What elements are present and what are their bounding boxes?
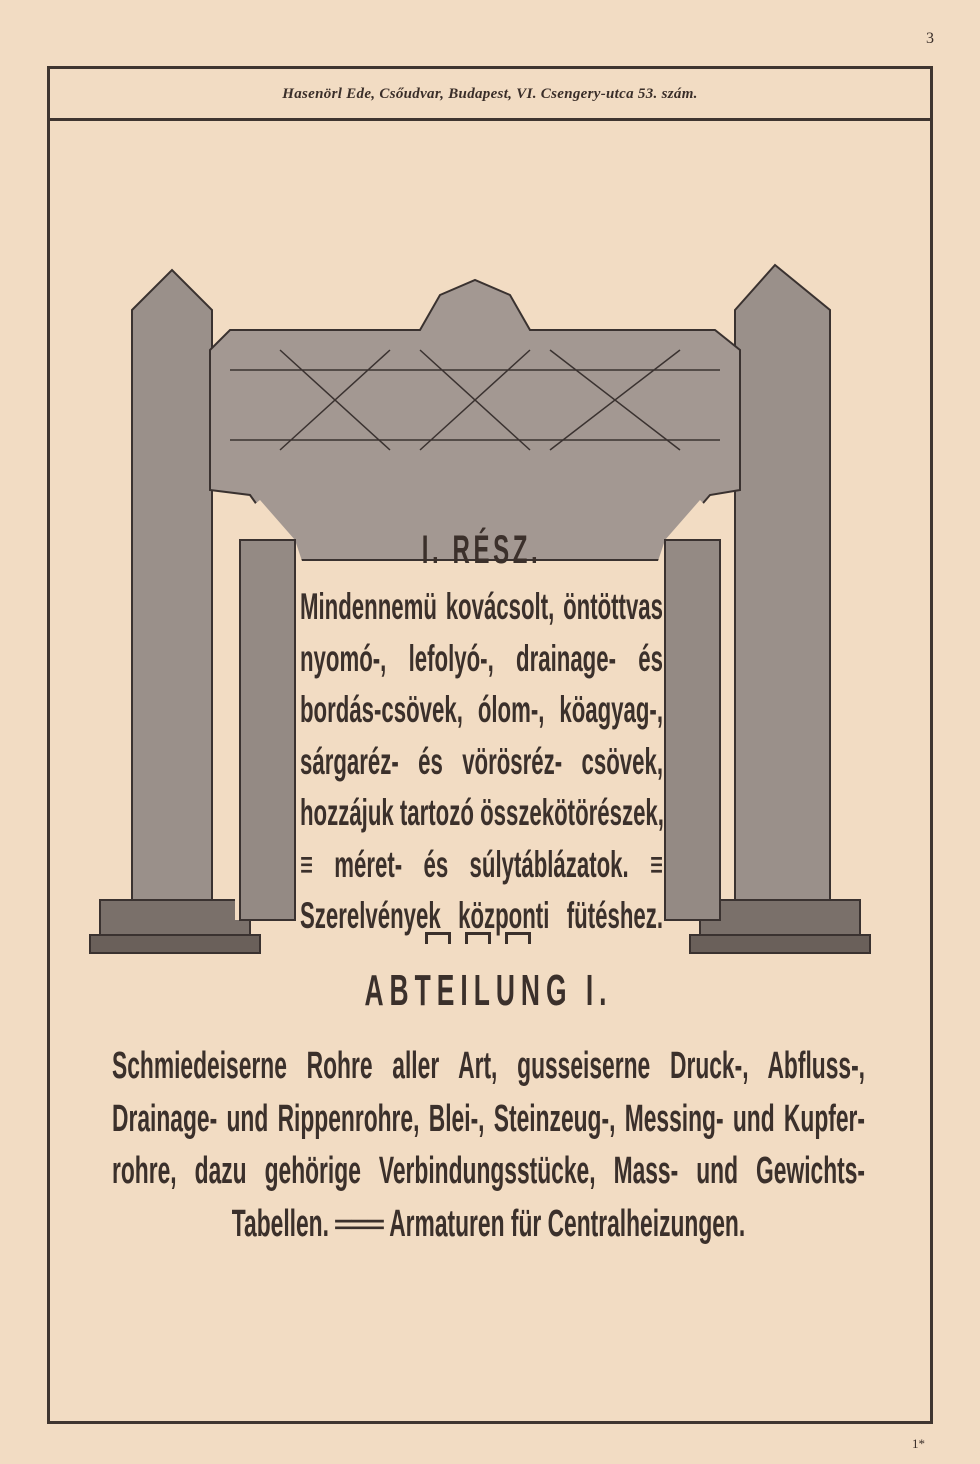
arch-beam xyxy=(210,280,740,560)
page-number-top: 3 xyxy=(926,30,934,47)
left-pillar-plinth xyxy=(90,935,260,953)
right-inner-column xyxy=(665,540,720,920)
german-title-wrap xyxy=(112,966,865,1016)
header-rule xyxy=(47,118,933,121)
de-line: Schmiedeiserne Rohre aller Art, gusseiserne Druck-, Abfluss-, xyxy=(112,1045,865,1087)
section-title-hu: I. RÉSZ. xyxy=(421,528,542,572)
left-pillar xyxy=(132,270,212,920)
right-pillar-plinth xyxy=(690,935,870,953)
meander-ornament xyxy=(505,932,531,944)
hu-line: ≡ méret- és súlytáblázatok. ≡ xyxy=(300,843,663,885)
hu-line: hozzájuk tartozó összekötörészek, xyxy=(300,792,664,833)
de-line: Tabellen. ═══ Armaturen für Centralheizungen. xyxy=(231,1202,746,1245)
german-section xyxy=(112,1040,865,1250)
ornament-divider xyxy=(425,932,531,944)
hungarian-section xyxy=(300,525,663,942)
hu-line: nyomó-, lefolyó-, drainage- és xyxy=(300,637,663,679)
show-through-text xyxy=(300,140,307,171)
de-line: Drainage- und Rippenrohre, Blei-, Steinzeug-, Messing- und Kupfer- xyxy=(112,1097,865,1140)
left-inner-column xyxy=(240,540,295,920)
de-line: rohre, dazu gehörige Verbindungsstücke, Mass- und Gewichts- xyxy=(112,1150,865,1192)
hu-line: sárgaréz- és vörösréz- csövek, xyxy=(300,740,663,782)
meander-ornament xyxy=(465,932,491,944)
hu-line: bordás-csövek, ólom-, köagyag-, xyxy=(300,689,663,730)
hu-line: Szerelvények központi fütéshez. xyxy=(300,895,663,936)
right-pillar xyxy=(735,265,830,920)
section-title-de: ABTEILUNG I. xyxy=(364,966,613,1015)
running-header: Hasenörl Ede, Csőudvar, Budapest, VI. Csengery-utca 53. szám. xyxy=(282,86,698,102)
page-number-bottom: 1* xyxy=(912,1436,925,1451)
hu-line: Mindennemü kovácsolt, öntöttvas xyxy=(300,586,663,627)
meander-ornament xyxy=(425,932,451,944)
